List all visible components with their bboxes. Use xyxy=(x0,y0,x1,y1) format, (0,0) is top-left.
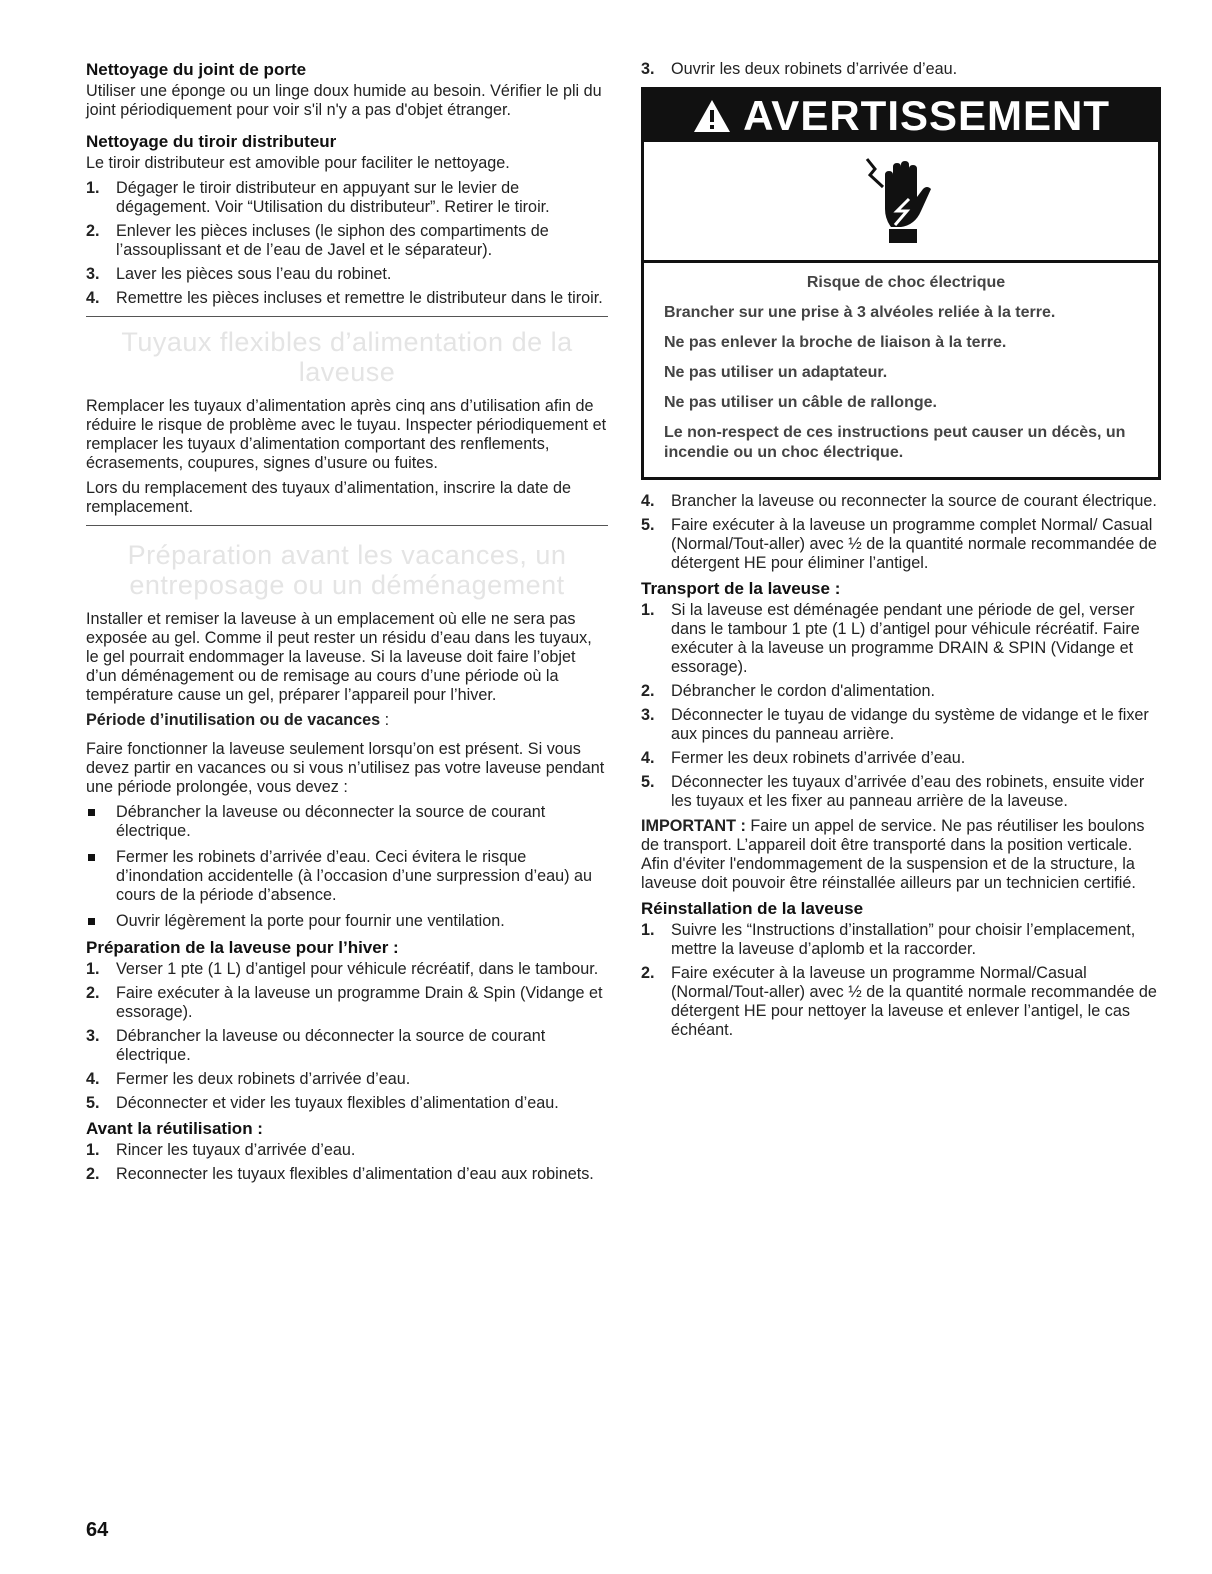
joint-paragraph: Utiliser une éponge ou un linge doux humide au besoin. Vérifier le pli du joint périodiquement pour voir s'il n'y a pas d'objet étranger. xyxy=(86,82,602,119)
reinstall-steps xyxy=(641,921,1161,1040)
list-item: 5. Déconnecter et vider les tuyaux flexibles d’alimentation d’eau. xyxy=(86,1094,559,1112)
periode-text: Faire fonctionner la laveuse seulement lorsqu’on est présent. Si vous devez partir en vacances ou si vous n’utilisez pas votre laveuse pendant une période prolongée, vous devez : xyxy=(86,740,605,796)
prep-section-title-line1: Préparation avant les vacances, un xyxy=(127,540,567,570)
left-column xyxy=(86,60,608,1190)
right-column xyxy=(641,60,1161,1046)
important-label: IMPORTANT : xyxy=(641,817,746,835)
reutil-heading: Avant la réutilisation : xyxy=(86,1119,263,1138)
list-item: 1. Verser 1 pte (1 L) d’antigel pour véhicule récréatif, dans le tambour. xyxy=(86,960,599,978)
page-number: 64 xyxy=(86,1519,109,1541)
divider xyxy=(86,525,608,526)
prep-section-title-line2: entreposage ou un déménagement xyxy=(129,570,565,600)
list-item: 4. Brancher la laveuse ou reconnecter la source de courant électrique. xyxy=(641,492,1157,510)
list-item: 2. Faire exécuter à la laveuse un programme Drain & Spin (Vidange et essorage). xyxy=(86,984,603,1021)
tiroir-intro: Le tiroir distributeur est amovible pour faciliter le nettoyage. xyxy=(86,154,510,172)
list-item: 3. Débrancher la laveuse ou déconnecter la source de courant électrique. xyxy=(86,1027,546,1064)
list-item: 3. Laver les pièces sous l’eau du robinet. xyxy=(86,265,392,283)
warning-triangle-icon xyxy=(692,92,743,139)
list-item: 4. Remettre les pièces incluses et remettre le distributeur dans le tiroir. xyxy=(86,289,603,307)
hiver-heading: Préparation de la laveuse pour l’hiver : xyxy=(86,938,399,957)
list-item: 2. Débrancher le cordon d'alimentation. xyxy=(641,682,936,700)
periode-heading-line: Période d’inutilisation ou de vacances : xyxy=(86,711,390,729)
warning-line: Ne pas enlever la broche de liaison à la terre. xyxy=(664,334,1007,351)
hiver-steps xyxy=(86,960,608,1113)
reinstall-heading: Réinstallation de la laveuse xyxy=(641,899,864,918)
periode-bullets xyxy=(86,803,608,931)
reutil-steps xyxy=(86,1141,608,1184)
electric-shock-hand-icon xyxy=(861,153,941,250)
list-item: 3. Ouvrir les deux robinets d’arrivée d’eau. xyxy=(641,60,958,78)
right-step-3 xyxy=(641,60,1161,79)
joint-heading: Nettoyage du joint de porte xyxy=(86,60,307,79)
tiroir-heading: Nettoyage du tiroir distributeur xyxy=(86,132,337,151)
list-item: Ouvrir légèrement la porte pour fournir une ventilation. xyxy=(86,912,608,931)
tuyaux-section-title: Tuyaux flexibles d’alimentation de la laveuse xyxy=(121,327,573,387)
periode-heading: Période d’inutilisation ou de vacances xyxy=(86,711,381,729)
list-item: Débrancher la laveuse ou déconnecter la source de courant électrique. xyxy=(86,803,608,841)
list-item: 4. Fermer les deux robinets d’arrivée d’eau. xyxy=(641,749,966,767)
right-steps-after xyxy=(641,492,1161,573)
warning-title: AVERTISSEMENT xyxy=(743,92,1111,139)
warning-body xyxy=(644,263,1158,477)
list-item: 5. Déconnecter les tuyaux d’arrivée d’eau des robinets, ensuite vider les tuyaux et les fixer au panneau arrière de la laveuse. xyxy=(641,773,1145,810)
warning-line: Ne pas utiliser un câble de rallonge. xyxy=(664,394,937,411)
tiroir-steps xyxy=(86,179,608,308)
list-item: 1. Rincer les tuyaux d’arrivée d’eau. xyxy=(86,1141,356,1159)
list-item: 1. Dégager le tiroir distributeur en appuyant sur le levier de dégagement. Voir “Utilisation du distributeur”. Retirer le tiroir. xyxy=(86,179,550,216)
divider xyxy=(86,316,608,317)
transport-steps xyxy=(641,601,1161,811)
prep-intro: Installer et remiser la laveuse à un emplacement où elle ne sera pas exposée au gel. Comme il peut rester un résidu d’eau dans les tuyaux, le gel pourrait endommager la laveuse. Si la laveuse doit faire l’objet d’un déménagement ou de remisage au cours d’une période où la température cause un gel, préparer l’appareil pour l’hiver. xyxy=(86,610,592,704)
warning-line: Le non-respect de ces instructions peut causer un décès, un incendie ou un choc électrique. xyxy=(664,424,1126,461)
tuyaux-paragraph-2: Lors du remplacement des tuyaux d’alimentation, inscrire la date de remplacement. xyxy=(86,479,571,516)
list-item: 2. Enlever les pièces incluses (le siphon des compartiments de l’assouplissant et de l’eau de Javel et le séparateur). xyxy=(86,222,549,259)
list-item: 1. Suivre les “Instructions d’installation” pour choisir l’emplacement, mettre la laveuse d’aplomb et la raccorder. xyxy=(641,921,1136,958)
transport-heading: Transport de la laveuse : xyxy=(641,579,841,598)
list-item: 3. Déconnecter le tuyau de vidange du système de vidange et le fixer aux pinces du panneau arrière. xyxy=(641,706,1149,743)
important-paragraph: IMPORTANT : Faire un appel de service. Ne pas réutiliser les boulons de transport. L’appareil doit être transporté dans la position verticale. Afin d'éviter l'endommagement de la suspension et de la structure, la laveuse doit pouvoir être réinstallée ailleurs par un technicien certifié. xyxy=(641,817,1145,892)
list-item: 2. Reconnecter les tuyaux flexibles d’alimentation d’eau aux robinets. xyxy=(86,1165,594,1183)
warning-line: Brancher sur une prise à 3 alvéoles reliée à la terre. xyxy=(664,304,1056,321)
warning-line: Ne pas utiliser un adaptateur. xyxy=(664,364,888,381)
list-item: 2. Faire exécuter à la laveuse un programme Normal/Casual (Normal/Tout-aller) avec ½ de la quantité normale recommandée de détergent HE pour nettoyer la laveuse et enlever l’antigel, le cas échéant. xyxy=(641,964,1157,1039)
list-item: Fermer les robinets d’arrivée d’eau. Ceci évitera le risque d’inondation accidentelle (à l’occasion d’une surpression d’eau) au cours de la période d’absence. xyxy=(86,848,608,905)
warning-box xyxy=(641,87,1161,480)
warning-header xyxy=(644,90,1158,142)
warning-icon-area xyxy=(644,142,1158,263)
tuyaux-paragraph-1: Remplacer les tuyaux d’alimentation après cinq ans d’utilisation afin de réduire le risque de problème avec le tuyau. Inspecter périodiquement et remplacer les tuyaux d’alimentation comportant des renflements, écrasements, coupures, signes d’usure ou fuites. xyxy=(86,397,607,472)
list-item: 5. Faire exécuter à la laveuse un programme complet Normal/ Casual (Normal/Tout-aller) avec ½ de la quantité normale recommandée de détergent HE pour éliminer l’antigel. xyxy=(641,516,1157,572)
list-item: 4. Fermer les deux robinets d’arrivée d’eau. xyxy=(86,1070,411,1088)
list-item: 1. Si la laveuse est déménagée pendant une période de gel, verser dans le tambour 1 pte (1 L) d’antigel pour véhicule récréatif. Faire exécuter à la laveuse un programme DRAIN & SPIN (Vidange et essorage). xyxy=(641,601,1140,676)
warning-line: Risque de choc électrique xyxy=(806,274,1006,291)
